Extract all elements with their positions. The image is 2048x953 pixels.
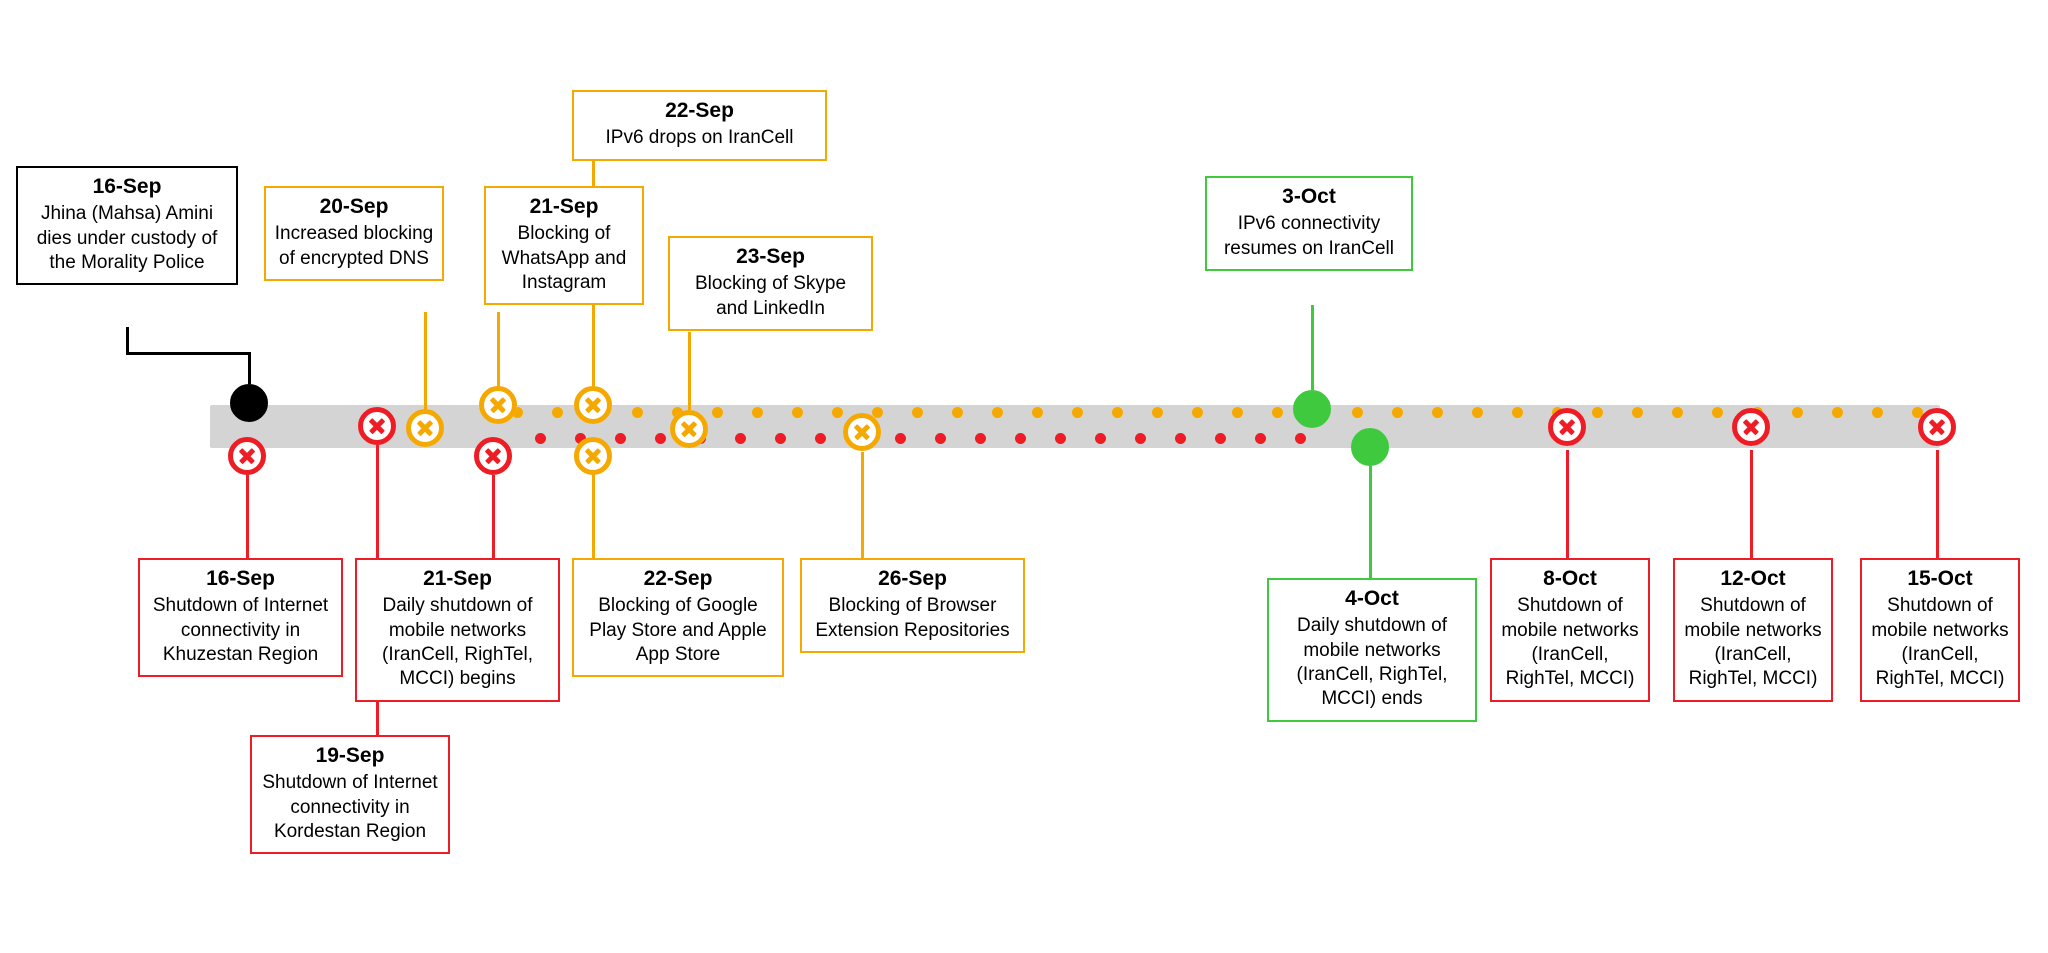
dot-red — [775, 433, 786, 444]
dot-orange — [632, 407, 643, 418]
event-label-16sep-amini[interactable] — [16, 166, 238, 285]
dot-orange — [992, 407, 1003, 418]
marker-20sep-dns[interactable] — [406, 409, 444, 447]
dot-red — [1015, 433, 1026, 444]
event-description: Shutdown of mobile networks (IranCell, RighTel, MCCI) — [1501, 595, 1639, 690]
event-date: 23-Sep — [736, 245, 805, 268]
dot-orange — [1792, 407, 1803, 418]
event-date: 8-Oct — [1543, 567, 1597, 590]
marker-4oct-mobile-ends[interactable] — [1351, 428, 1389, 466]
marker-3oct-ipv6[interactable] — [1293, 390, 1331, 428]
connector-21sep-mobile-begins — [492, 475, 495, 560]
dot-orange — [1672, 407, 1683, 418]
connector-16sep-khuzestan — [246, 475, 249, 560]
event-description: Blocking of WhatsApp and Instagram — [501, 223, 627, 293]
connector-8oct — [1566, 450, 1569, 560]
dot-orange — [1032, 407, 1043, 418]
dot-red — [1255, 433, 1266, 444]
dot-orange — [1512, 407, 1523, 418]
marker-23sep-skype[interactable] — [670, 410, 708, 448]
event-date: 16-Sep — [206, 567, 275, 590]
event-description: Daily shutdown of mobile networks (IranCell, RighTel, MCCI) begins — [382, 595, 533, 690]
dot-orange — [1352, 407, 1363, 418]
event-label-21sep-whatsapp[interactable] — [484, 186, 644, 305]
dot-orange — [712, 407, 723, 418]
dot-orange — [1152, 407, 1163, 418]
dot-orange — [1192, 407, 1203, 418]
event-label-20sep-dns[interactable] — [264, 186, 444, 281]
event-description: Jhina (Mahsa) Amini dies under custody of the Morality Police — [36, 203, 218, 273]
event-label-19sep-kordestan[interactable] — [250, 735, 450, 854]
dot-orange — [1712, 407, 1723, 418]
dot-orange — [1072, 407, 1083, 418]
dot-orange — [832, 407, 843, 418]
dot-red — [1135, 433, 1146, 444]
event-label-16sep-khuzestan[interactable] — [138, 558, 343, 677]
event-description: Shutdown of mobile networks (IranCell, RighTel, MCCI) — [1871, 595, 2009, 690]
event-description: Blocking of Google Play Store and Apple App Store — [589, 595, 767, 665]
event-date: 3-Oct — [1282, 185, 1336, 208]
event-description: Shutdown of mobile networks (IranCell, RighTel, MCCI) — [1684, 595, 1822, 690]
event-description: Shutdown of Internet connectivity in Kordestan Region — [262, 772, 438, 842]
marker-19sep-kordestan[interactable] — [358, 407, 396, 445]
event-description: Shutdown of Internet connectivity in Khuzestan Region — [152, 595, 329, 665]
dot-red — [535, 433, 546, 444]
marker-16sep-amini[interactable] — [230, 384, 268, 422]
event-description: Increased blocking of encrypted DNS — [274, 223, 434, 269]
dot-red — [975, 433, 986, 444]
connector-21sep-whatsapp — [497, 312, 500, 390]
marker-22sep-ipv6[interactable] — [574, 386, 612, 424]
event-date: 21-Sep — [529, 195, 599, 218]
event-date: 26-Sep — [878, 567, 947, 590]
dot-orange — [1592, 407, 1603, 418]
dot-orange — [792, 407, 803, 418]
event-description: IPv6 connectivity resumes on IranCell — [1223, 213, 1395, 259]
event-date: 12-Oct — [1720, 567, 1786, 590]
dot-red — [1095, 433, 1106, 444]
dot-orange — [1832, 407, 1843, 418]
connector-12oct — [1750, 450, 1753, 560]
dot-orange — [952, 407, 963, 418]
dot-red — [615, 433, 626, 444]
event-date: 15-Oct — [1907, 567, 1973, 590]
connector-16sep-amini-drop — [248, 352, 251, 384]
connector-16sep-amini-horizontal — [126, 352, 251, 355]
event-label-26sep-extensions[interactable] — [800, 558, 1025, 653]
marker-8oct[interactable] — [1548, 408, 1586, 446]
marker-21sep-whatsapp[interactable] — [479, 386, 517, 424]
dot-red — [1215, 433, 1226, 444]
connector-22sep-stores — [592, 470, 595, 560]
event-label-3oct-ipv6-resume[interactable] — [1205, 176, 1413, 271]
marker-21sep-mobile-begins[interactable] — [474, 437, 512, 475]
dot-red — [935, 433, 946, 444]
dot-orange — [1272, 407, 1283, 418]
event-date: 22-Sep — [643, 567, 713, 590]
event-label-22sep-ipv6[interactable] — [572, 90, 827, 161]
connector-15oct — [1936, 450, 1939, 560]
dot-red — [655, 433, 666, 444]
marker-26sep-extensions[interactable] — [843, 413, 881, 451]
marker-16sep-khuzestan[interactable] — [228, 437, 266, 475]
dot-orange — [752, 407, 763, 418]
dot-red — [735, 433, 746, 444]
dot-orange — [1432, 407, 1443, 418]
dot-red — [815, 433, 826, 444]
marker-15oct[interactable] — [1918, 408, 1956, 446]
connector-20sep-dns — [424, 312, 427, 410]
connector-26sep-extensions — [861, 452, 864, 560]
event-description: IPv6 drops on IranCell — [605, 127, 794, 149]
dot-red — [1055, 433, 1066, 444]
event-description: Daily shutdown of mobile networks (IranCell, RighTel, MCCI) ends — [1296, 615, 1448, 710]
event-description: Blocking of Skype and LinkedIn — [694, 273, 847, 319]
event-date: 22-Sep — [665, 99, 734, 122]
event-label-23sep-skype[interactable] — [668, 236, 873, 331]
marker-12oct[interactable] — [1732, 408, 1770, 446]
event-date: 19-Sep — [315, 744, 385, 767]
dot-orange — [1872, 407, 1883, 418]
dot-orange — [1472, 407, 1483, 418]
dot-red — [1175, 433, 1186, 444]
dot-red — [1295, 433, 1306, 444]
dot-red — [895, 433, 906, 444]
event-label-8oct[interactable] — [1490, 558, 1650, 702]
event-label-22sep-stores[interactable] — [572, 558, 784, 677]
event-label-12oct[interactable] — [1673, 558, 1833, 702]
marker-22sep-stores[interactable] — [574, 437, 612, 475]
dot-orange — [1112, 407, 1123, 418]
dot-orange — [912, 407, 923, 418]
event-date: 20-Sep — [319, 195, 389, 218]
connector-4oct-mobile-ends — [1369, 465, 1372, 578]
event-description: Blocking of Browser Extension Repositories — [815, 595, 1010, 641]
connector-16sep-amini — [126, 327, 129, 354]
event-date: 16-Sep — [92, 175, 162, 198]
event-date: 21-Sep — [423, 567, 492, 590]
event-label-4oct-mobile-ends[interactable] — [1267, 578, 1477, 722]
dot-orange — [1392, 407, 1403, 418]
event-label-15oct[interactable] — [1860, 558, 2020, 702]
event-label-21sep-mobile-begins[interactable] — [355, 558, 560, 702]
dot-orange — [552, 407, 563, 418]
connector-23sep-skype — [688, 332, 691, 420]
dot-orange — [1232, 407, 1243, 418]
dot-orange — [1632, 407, 1643, 418]
event-date: 4-Oct — [1345, 587, 1399, 610]
